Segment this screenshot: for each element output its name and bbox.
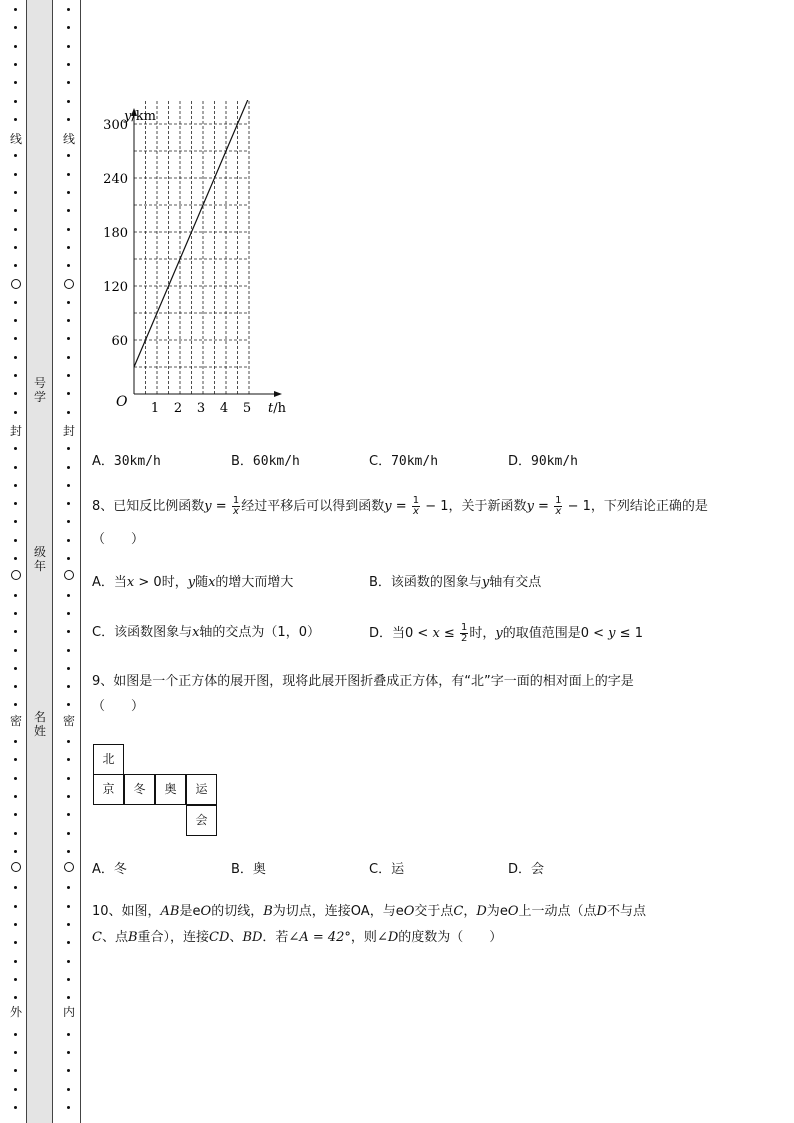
y-tick-label: 120 bbox=[103, 280, 128, 295]
cut-line-dot bbox=[67, 173, 70, 176]
inner-circle-mark bbox=[64, 279, 74, 289]
option-text: > 0 bbox=[134, 575, 162, 590]
y-tick-labels bbox=[103, 118, 128, 349]
cube-face-hui: 会 bbox=[186, 805, 217, 836]
y-axis-label: y/km bbox=[124, 109, 156, 124]
equals: = bbox=[391, 499, 411, 514]
cut-line-dot bbox=[67, 356, 70, 359]
fraction-1-over-x bbox=[232, 496, 240, 517]
cut-line-dot bbox=[14, 905, 17, 908]
point-o: O bbox=[507, 904, 519, 919]
label-char: 学 bbox=[33, 390, 46, 404]
x-tick-label: 2 bbox=[173, 401, 183, 416]
segment-ab: AB bbox=[160, 904, 180, 919]
margin-border-line bbox=[80, 0, 81, 1123]
segment-bd: BD bbox=[242, 930, 263, 945]
q9-option-d[interactable] bbox=[508, 860, 544, 880]
cut-line-dot bbox=[14, 447, 17, 450]
cut-line-dot bbox=[14, 703, 17, 706]
cut-line-dot bbox=[14, 411, 17, 414]
angle-a: ∠A = 42° bbox=[288, 930, 351, 945]
cube-face-bei: 北 bbox=[93, 744, 124, 775]
cut-line-dot bbox=[67, 301, 70, 304]
cube-face-yun: 运 bbox=[186, 774, 217, 805]
q10-text: ，与 bbox=[369, 904, 396, 919]
cube-face-dong: 冬 bbox=[124, 774, 155, 805]
outer-circle-mark bbox=[11, 862, 21, 872]
cut-line-dot bbox=[67, 703, 70, 706]
cut-line-dot bbox=[14, 520, 17, 523]
q10-text: 的切线， bbox=[211, 904, 264, 919]
cut-line-dot bbox=[67, 923, 70, 926]
q8-stem bbox=[92, 496, 708, 517]
option-key: A． bbox=[92, 862, 114, 877]
numerator: 1 bbox=[412, 495, 420, 506]
dotted-cut-line-inner bbox=[64, 0, 74, 1123]
cut-line-dot bbox=[67, 1051, 70, 1054]
cut-line-dot bbox=[67, 466, 70, 469]
option-key: A． bbox=[92, 454, 114, 469]
cut-line-dot bbox=[14, 557, 17, 560]
fraction-1-over-x bbox=[554, 496, 562, 517]
cut-line-dot bbox=[14, 832, 17, 835]
outer-mark-wai: 外 bbox=[10, 1005, 23, 1019]
option-text: 奥 bbox=[252, 862, 266, 877]
var-y: y bbox=[526, 499, 534, 514]
cut-line-dot bbox=[67, 246, 70, 249]
cut-line-dot bbox=[67, 758, 70, 761]
cut-line-dot bbox=[67, 795, 70, 798]
cut-line-dot bbox=[14, 264, 17, 267]
dotted-cut-line-outer bbox=[11, 0, 21, 1123]
var-x: x bbox=[126, 575, 135, 590]
q9-answer-bracket: （ ） bbox=[92, 699, 145, 714]
option-text: 时， bbox=[161, 575, 188, 590]
inner-mark-feng: 封 bbox=[63, 424, 76, 438]
q7-option-d[interactable] bbox=[508, 450, 578, 469]
q8-option-c[interactable] bbox=[92, 623, 320, 643]
q8-option-a[interactable] bbox=[92, 573, 293, 593]
cut-line-dot bbox=[14, 337, 17, 340]
q8-text: 8、已知反比例函数 bbox=[92, 499, 205, 514]
angle-d: ∠D bbox=[376, 930, 399, 945]
cut-line-dot bbox=[14, 612, 17, 615]
var-y: y bbox=[608, 626, 616, 641]
cut-line-dot bbox=[14, 100, 17, 103]
option-text: 70km/h bbox=[391, 454, 439, 469]
outer-mark-xian: 线 bbox=[10, 132, 23, 146]
cut-line-dot bbox=[67, 630, 70, 633]
cut-line-dot bbox=[67, 996, 70, 999]
circle-symbol: e bbox=[395, 904, 404, 919]
point-c: C bbox=[453, 904, 464, 919]
var-y: y bbox=[187, 575, 196, 590]
cut-line-dot bbox=[14, 996, 17, 999]
option-text: ≤ bbox=[439, 626, 459, 641]
inner-mark-xian: 线 bbox=[63, 132, 76, 146]
cube-face-ao: 奥 bbox=[155, 774, 186, 805]
cut-line-dot bbox=[14, 813, 17, 816]
option-text: 时， bbox=[469, 626, 496, 641]
cut-line-dot bbox=[67, 777, 70, 780]
option-text: 随 bbox=[195, 575, 209, 590]
x-tick-label: 5 bbox=[242, 401, 252, 416]
option-text: 90km/h bbox=[531, 454, 578, 469]
segment-cd: CD bbox=[209, 930, 230, 945]
cut-line-dot bbox=[14, 502, 17, 505]
cut-line-dot bbox=[14, 26, 17, 29]
cut-line-dot bbox=[14, 319, 17, 322]
q8-option-b[interactable] bbox=[369, 573, 541, 593]
q10-text: 交于点 bbox=[414, 904, 454, 919]
name-label bbox=[32, 710, 48, 738]
cut-line-dot bbox=[14, 667, 17, 670]
option-text: 0 < bbox=[580, 626, 609, 641]
cut-line-dot bbox=[14, 392, 17, 395]
equals: = bbox=[533, 499, 554, 514]
minus-one: − 1 bbox=[421, 499, 449, 514]
x-axis-label: t/h bbox=[268, 401, 286, 416]
q10-text: 、 bbox=[229, 930, 243, 945]
cut-line-dot bbox=[14, 374, 17, 377]
cut-line-dot bbox=[14, 978, 17, 981]
var-x: x bbox=[208, 575, 216, 590]
circle-symbol: e bbox=[192, 904, 201, 919]
y-tick-label: 300 bbox=[103, 118, 128, 133]
cut-line-dot bbox=[67, 209, 70, 212]
fraction-1-over-x bbox=[412, 496, 420, 517]
q10-text: ，则 bbox=[350, 930, 377, 945]
option-text: 轴的交点为（1，0） bbox=[199, 625, 320, 640]
cut-line-dot bbox=[67, 81, 70, 84]
option-text: 的增大而增大 bbox=[215, 575, 294, 590]
q10-text: 重合），连接 bbox=[137, 930, 210, 945]
origin-label: O bbox=[116, 394, 128, 410]
q10-text: 是 bbox=[179, 904, 193, 919]
cut-line-dot bbox=[14, 246, 17, 249]
option-key: C． bbox=[369, 862, 392, 877]
y-tick-label: 60 bbox=[111, 334, 128, 349]
cut-line-dot bbox=[14, 685, 17, 688]
option-key: C． bbox=[369, 454, 392, 469]
inner-mark-mi: 密 bbox=[63, 714, 76, 728]
denominator: 2 bbox=[460, 633, 468, 644]
option-text: 60km/h bbox=[252, 454, 300, 469]
inner-circle-mark bbox=[64, 570, 74, 580]
outer-circle-mark bbox=[11, 279, 21, 289]
cut-line-dot bbox=[67, 228, 70, 231]
y-tick-label: 240 bbox=[103, 172, 128, 187]
cut-line-dot bbox=[14, 228, 17, 231]
cut-line-dot bbox=[14, 923, 17, 926]
cut-line-dot bbox=[14, 1033, 17, 1036]
numerator: 1 bbox=[460, 622, 468, 633]
point-b: B bbox=[263, 904, 273, 919]
cut-line-dot bbox=[67, 813, 70, 816]
q7-option-b[interactable] bbox=[231, 450, 300, 469]
option-key: B． bbox=[231, 862, 253, 877]
cut-line-dot bbox=[67, 63, 70, 66]
numerator: 1 bbox=[555, 495, 562, 506]
outer-mark-feng: 封 bbox=[10, 424, 23, 438]
cut-line-dot bbox=[14, 630, 17, 633]
q8-text: ，关于新函数 bbox=[448, 499, 527, 514]
inner-circle-mark bbox=[64, 862, 74, 872]
var-y: y bbox=[495, 626, 503, 641]
var-y: y bbox=[481, 575, 490, 590]
cut-line-dot bbox=[67, 337, 70, 340]
denominator: x bbox=[233, 506, 239, 517]
cut-line-dot bbox=[67, 832, 70, 835]
cut-line-dot bbox=[67, 649, 70, 652]
q10-text: ．若 bbox=[262, 930, 289, 945]
outer-circle-mark bbox=[11, 570, 21, 580]
cut-line-dot bbox=[14, 649, 17, 652]
var-x: x bbox=[192, 625, 200, 640]
cut-line-dot bbox=[14, 795, 17, 798]
distance-time-graph bbox=[100, 100, 300, 420]
option-key: B． bbox=[231, 454, 253, 469]
cut-line-dot bbox=[67, 1088, 70, 1091]
graph-grid bbox=[134, 100, 249, 394]
q10-text: 的度数为（ ） bbox=[398, 930, 503, 945]
cut-line-dot bbox=[67, 685, 70, 688]
q7-option-a[interactable] bbox=[92, 450, 161, 469]
cut-line-dot bbox=[67, 667, 70, 670]
cut-line-dot bbox=[67, 502, 70, 505]
cut-line-dot bbox=[14, 63, 17, 66]
q10-text: 上一动点（点 bbox=[518, 904, 597, 919]
cut-line-dot bbox=[67, 594, 70, 597]
option-text: ≤ 1 bbox=[615, 626, 643, 641]
cut-line-dot bbox=[14, 154, 17, 157]
q10-text: 为 bbox=[486, 904, 500, 919]
cut-line-dot bbox=[67, 905, 70, 908]
cube-face-jing: 京 bbox=[93, 774, 124, 805]
var-x: x bbox=[432, 626, 440, 641]
cut-line-dot bbox=[67, 978, 70, 981]
cut-line-dot bbox=[67, 447, 70, 450]
cut-line-dot bbox=[14, 1088, 17, 1091]
q10-stem-line2 bbox=[92, 928, 502, 948]
x-tick-label: 3 bbox=[196, 401, 206, 416]
cut-line-dot bbox=[14, 1051, 17, 1054]
denominator: x bbox=[555, 506, 562, 517]
q9-option-a[interactable] bbox=[92, 860, 127, 880]
cut-line-dot bbox=[14, 960, 17, 963]
q10-stem-line1 bbox=[92, 902, 646, 922]
var-y: y bbox=[204, 499, 212, 514]
q10-text: 不与点 bbox=[606, 904, 646, 919]
q9-stem: 9、如图是一个正方体的展开图，现将此展开图折叠成正方体，有“北”字一面的相对面上的字是 bbox=[92, 674, 634, 689]
cut-line-dot bbox=[67, 960, 70, 963]
q7-option-c[interactable] bbox=[369, 450, 438, 469]
option-text: 冬 bbox=[113, 862, 127, 877]
option-text: 0 < bbox=[405, 626, 433, 641]
option-text: 轴有交点 bbox=[489, 575, 542, 590]
cut-line-dot bbox=[67, 612, 70, 615]
cut-line-dot bbox=[67, 539, 70, 542]
q10-text: 为切点，连接 bbox=[272, 904, 351, 919]
cut-line-dot bbox=[67, 45, 70, 48]
segment-oa: OA bbox=[350, 904, 370, 919]
q10-text: 、点 bbox=[101, 930, 128, 945]
cut-line-dot bbox=[67, 941, 70, 944]
cut-line-dot bbox=[67, 392, 70, 395]
cut-line-dot bbox=[67, 374, 70, 377]
cut-line-dot bbox=[67, 411, 70, 414]
point-b: B bbox=[127, 930, 138, 945]
option-text: 30km/h bbox=[113, 454, 161, 469]
cut-line-dot bbox=[14, 850, 17, 853]
cut-line-dot bbox=[14, 45, 17, 48]
binding-margin bbox=[0, 0, 82, 1123]
option-text: 的取值范围是 bbox=[502, 626, 581, 641]
cut-line-dot bbox=[14, 484, 17, 487]
q10-text: 10、如图， bbox=[92, 904, 161, 919]
circle-symbol: e bbox=[499, 904, 508, 919]
cut-line-dot bbox=[67, 557, 70, 560]
option-text: 会 bbox=[531, 862, 545, 877]
student-id-label bbox=[32, 376, 48, 404]
q8-text: 经过平移后可以得到函数 bbox=[241, 499, 385, 514]
point-d: D bbox=[476, 904, 487, 919]
cut-line-dot bbox=[67, 1106, 70, 1109]
cut-line-dot bbox=[14, 466, 17, 469]
option-text: B．该函数的图象与 bbox=[369, 575, 482, 590]
label-char: 年 bbox=[33, 559, 46, 573]
cut-line-dot bbox=[67, 319, 70, 322]
cut-line-dot bbox=[67, 520, 70, 523]
outer-mark-mi: 密 bbox=[10, 714, 23, 728]
option-text: C．该函数图象与 bbox=[92, 625, 193, 640]
y-tick-label: 180 bbox=[103, 226, 128, 241]
cut-line-dot bbox=[14, 1069, 17, 1072]
point-o: O bbox=[200, 904, 212, 919]
denominator: x bbox=[412, 506, 419, 517]
cut-line-dot bbox=[67, 886, 70, 889]
q9-option-c[interactable] bbox=[369, 860, 404, 880]
cut-line-dot bbox=[14, 594, 17, 597]
cut-line-dot bbox=[67, 484, 70, 487]
cut-line-dot bbox=[67, 100, 70, 103]
numerator: 1 bbox=[232, 495, 240, 506]
cut-line-dot bbox=[14, 118, 17, 121]
cut-line-dot bbox=[67, 264, 70, 267]
cut-line-dot bbox=[67, 1033, 70, 1036]
x-axis-arrow bbox=[274, 391, 282, 397]
label-char: 姓 bbox=[33, 724, 46, 738]
label-char: 名 bbox=[33, 710, 46, 724]
cut-line-dot bbox=[14, 209, 17, 212]
point-o: O bbox=[403, 904, 415, 919]
cut-line-dot bbox=[67, 191, 70, 194]
cut-line-dot bbox=[14, 740, 17, 743]
cut-line-dot bbox=[14, 191, 17, 194]
point-c: C bbox=[92, 930, 102, 945]
cut-line-dot bbox=[67, 8, 70, 11]
var-y: y bbox=[384, 499, 392, 514]
cut-line-dot bbox=[67, 154, 70, 157]
equals: = bbox=[211, 499, 231, 514]
minus-one: − 1 bbox=[563, 499, 591, 514]
label-char: 级 bbox=[33, 545, 46, 559]
x-tick-label: 4 bbox=[219, 401, 229, 416]
cut-line-dot bbox=[67, 850, 70, 853]
x-tick-labels bbox=[151, 401, 251, 416]
cut-line-dot bbox=[67, 26, 70, 29]
option-text: D．当 bbox=[369, 626, 406, 641]
cut-line-dot bbox=[14, 356, 17, 359]
cut-line-dot bbox=[14, 81, 17, 84]
option-key: D． bbox=[508, 862, 532, 877]
cut-line-dot bbox=[14, 301, 17, 304]
point-d: D bbox=[596, 904, 607, 919]
cut-line-dot bbox=[67, 1069, 70, 1072]
label-char: 号 bbox=[33, 376, 46, 390]
cut-line-dot bbox=[14, 1106, 17, 1109]
cut-line-dot bbox=[14, 941, 17, 944]
cut-line-dot bbox=[67, 740, 70, 743]
cut-line-dot bbox=[14, 886, 17, 889]
cut-line-dot bbox=[14, 758, 17, 761]
q9-option-b[interactable] bbox=[231, 860, 266, 880]
cut-line-dot bbox=[14, 539, 17, 542]
cut-line-dot bbox=[14, 173, 17, 176]
grade-label bbox=[32, 545, 48, 573]
option-text: 运 bbox=[391, 862, 405, 877]
inner-mark-nei: 内 bbox=[63, 1005, 76, 1019]
q8-option-d[interactable] bbox=[369, 623, 643, 644]
q10-text: ， bbox=[463, 904, 477, 919]
fraction-1-over-2 bbox=[460, 623, 468, 644]
cut-line-dot bbox=[67, 118, 70, 121]
option-key: D． bbox=[508, 454, 532, 469]
q8-answer-bracket: （ ） bbox=[92, 532, 145, 547]
x-tick-label: 1 bbox=[150, 401, 160, 416]
cut-line-dot bbox=[14, 8, 17, 11]
option-text: A．当 bbox=[92, 575, 127, 590]
q8-text: ，下列结论正确的是 bbox=[590, 499, 708, 514]
cut-line-dot bbox=[14, 777, 17, 780]
